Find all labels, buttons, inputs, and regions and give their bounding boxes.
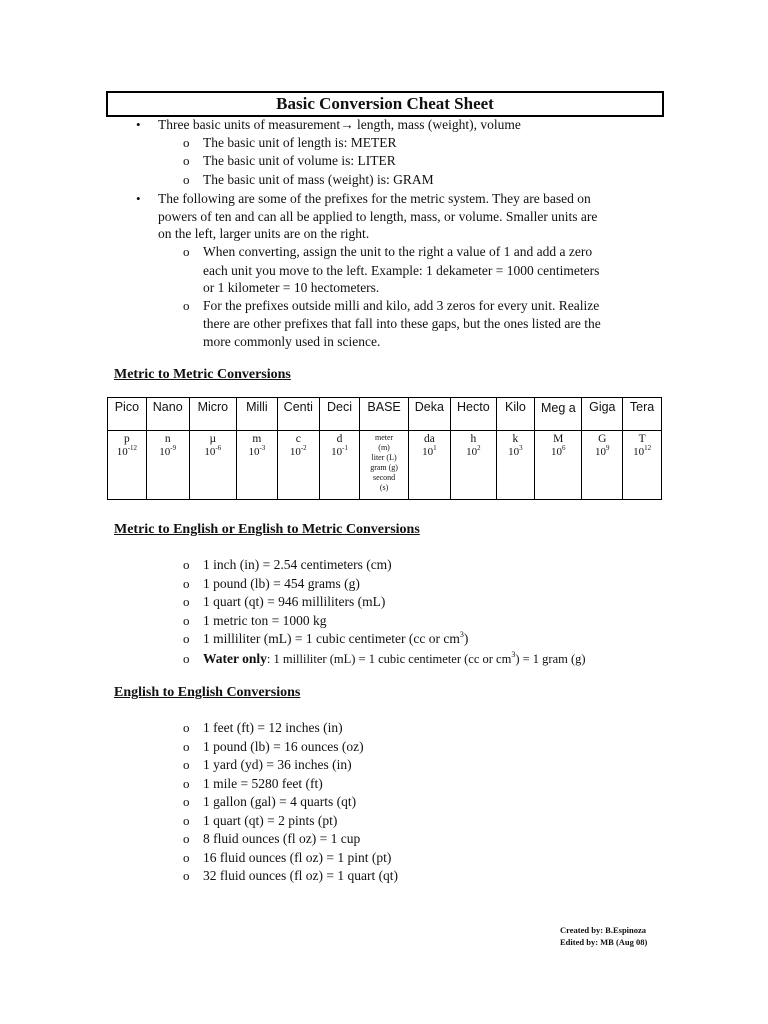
ml-cc-conversion: 1 milliliter (mL) = 1 cubic centimeter (cc or $cm^3$) [203, 630, 469, 646]
prefix-symbol: M [553, 433, 564, 445]
prefix-paragraph-line: on the left, larger units are on the right. [158, 226, 370, 241]
power-of-ten: $10^3$ [508, 444, 523, 458]
english-english-heading: English to English Conversions [114, 685, 301, 700]
converting-note-line: or 1 kilometer = 10 hectometers. [203, 280, 380, 295]
converting-note-line: When converting, assign the unit to the right a value of 1 and add a zero [203, 244, 593, 259]
sub-bullet: o [183, 631, 190, 646]
sub-bullet: o [183, 831, 190, 846]
prefix-value-cell [277, 431, 319, 500]
conversion-item: 1 metric ton = 1000 kg [203, 612, 327, 628]
prefix-value-cell [360, 431, 409, 500]
power-of-ten: $10^{-9}$ [159, 444, 177, 458]
prefix-header-cell: Giga [582, 398, 623, 431]
power-of-ten: $10^{-3}$ [248, 444, 266, 458]
prefix-header-cell: Nano [146, 398, 189, 431]
metric-to-metric-heading: Metric to Metric Conversions [114, 367, 291, 382]
prefix-value-cell [408, 431, 450, 500]
page-title: Basic Conversion Cheat Sheet [106, 91, 664, 117]
base-unit-label: meter [374, 433, 394, 442]
prefix-symbol: n [164, 433, 171, 445]
conversion-item: 1 quart (qt) = 2 pints (pt) [203, 812, 338, 828]
prefix-symbol: da [423, 433, 435, 445]
sub-bullet: o [183, 651, 190, 666]
conversion-item: 16 fluid ounces (fl oz) = 1 pint (pt) [203, 849, 392, 865]
conversion-item: 1 quart (qt) = 946 milliliters (mL) [203, 594, 386, 609]
conversion-item: 1 inch (in) = 2.54 centimeters (cm) [203, 557, 392, 572]
prefix-value-cell [108, 431, 147, 500]
sub-bullet: o [183, 720, 190, 735]
conversion-item: 1 yard (yd) = 36 inches (in) [203, 757, 352, 772]
unit-mass: The basic unit of mass (weight) is: GRAM [203, 172, 434, 187]
prefix-value-row [108, 431, 662, 500]
prefix-symbol: p [123, 433, 130, 445]
prefix-header-cell: Micro [189, 398, 236, 431]
intro-bullet-1: Three basic units of measurement→ length, mass (weight), volume [158, 117, 521, 132]
prefix-value-cell [535, 431, 582, 500]
prefix-header-cell: Pico [108, 398, 147, 431]
bullet-dot: • [136, 191, 141, 206]
sub-bullet: o [183, 794, 190, 809]
prefix-value-cell [189, 431, 236, 500]
conversion-item: 1 mile = 5280 feet (ft) [203, 775, 323, 791]
sub-bullet: o [183, 244, 190, 259]
edited-by: Edited by: MB (Aug 08) [560, 937, 648, 947]
power-of-ten: $10^{-2}$ [289, 444, 307, 458]
sub-bullet: o [183, 612, 190, 628]
base-unit-label: (m) [378, 443, 390, 452]
power-of-ten: $10^6$ [550, 444, 566, 458]
prefix-value-cell [496, 431, 534, 500]
sub-bullet: o [183, 849, 190, 865]
sub-bullet: o [183, 775, 190, 791]
prefix-symbol: k [512, 433, 519, 445]
conversion-item: 1 pound (lb) = 16 ounces (oz) [203, 738, 364, 754]
sub-bullet: o [183, 172, 190, 187]
power-of-ten: $10^{12}$ [633, 444, 652, 458]
unit-length: The basic unit of length is: METER [203, 135, 397, 150]
sub-bullet: o [183, 812, 190, 828]
prefix-header-cell: Hecto [450, 398, 496, 431]
prefix-header-cell: Deci [319, 398, 360, 431]
prefix-header-cell: Kilo [496, 398, 534, 431]
conversion-item: 1 feet (ft) = 12 inches (in) [203, 720, 343, 735]
conversion-item: 8 fluid ounces (fl oz) = 1 cup [203, 831, 361, 846]
sub-bullet: o [183, 135, 190, 150]
prefix-value-cell [146, 431, 189, 500]
prefix-value-cell [623, 431, 662, 500]
prefix-gap-note-line: there are other prefixes that fall into these gaps, but the ones listed are the [203, 316, 601, 331]
sub-bullet: o [183, 153, 190, 168]
created-by: Created by: B.Espinoza [560, 925, 647, 935]
prefix-header-cell: Deka [408, 398, 450, 431]
metric-prefix-table [107, 397, 662, 500]
prefix-symbol: µ [209, 433, 217, 445]
prefix-value-cell [319, 431, 360, 500]
conversion-item: 1 pound (lb) = 454 grams (g) [203, 575, 360, 591]
sub-bullet: o [183, 298, 190, 313]
converting-note-line: each unit you move to the left. Example: 1 dekameter = 1000 centimeters [203, 263, 600, 278]
unit-volume: The basic unit of volume is: LITER [203, 153, 396, 168]
prefix-symbol: c [295, 433, 301, 445]
prefix-gap-note-line: more commonly used in science. [203, 334, 381, 349]
sub-bullet: o [183, 868, 190, 883]
prefix-symbol: h [470, 433, 477, 445]
prefix-value-cell [582, 431, 623, 500]
power-of-ten: $10^9$ [595, 444, 610, 458]
prefix-header-cell: Milli [236, 398, 277, 431]
base-unit-label: gram (g) [370, 463, 398, 472]
prefix-value-cell [236, 431, 277, 500]
prefix-value-cell [450, 431, 496, 500]
base-unit-label: liter (L) [371, 453, 397, 462]
prefix-symbol: m [252, 433, 262, 445]
power-of-ten: $10^1$ [422, 444, 437, 458]
base-unit-label: second [372, 473, 396, 482]
prefix-paragraph-line: The following are some of the prefixes for the metric system. They are based on [158, 191, 591, 206]
metric-english-heading: Metric to English or English to Metric Conversions [114, 522, 420, 537]
prefix-header-cell: Centi [277, 398, 319, 431]
sub-bullet: o [183, 594, 190, 609]
conversion-item: 32 fluid ounces (fl oz) = 1 quart (qt) [203, 868, 399, 883]
conversion-item: 1 gallon (gal) = 4 quarts (qt) [203, 794, 357, 809]
sub-bullet: o [183, 757, 190, 772]
prefix-header-cell: Tera [623, 398, 662, 431]
prefix-header-cell: Meg a [535, 398, 582, 431]
prefix-gap-note-line: For the prefixes outside milli and kilo, add 3 zeros for every unit. Realize [203, 298, 600, 313]
water-only-conversion: Water only: 1 milliliter (mL) = 1 cubic centimeter (cc or $cm^3) = 1$ gram (g) [203, 650, 586, 666]
power-of-ten: $10^{-12}$ [116, 444, 138, 458]
power-of-ten: $10^{-6}$ [204, 444, 222, 458]
sub-bullet: o [183, 738, 190, 754]
base-unit-label: (s) [379, 483, 389, 492]
prefix-symbol: T [638, 433, 646, 445]
prefix-header-cell: BASE [360, 398, 409, 431]
prefix-paragraph-line: powers of ten and can all be applied to length, mass, or volume. Smaller units are [158, 209, 598, 224]
prefix-symbol: G [598, 433, 607, 445]
power-of-ten: $10^{-1}$ [331, 444, 348, 458]
sub-bullet: o [183, 575, 190, 591]
bullet-dot: • [136, 117, 141, 132]
power-of-ten: $10^2$ [466, 444, 481, 458]
prefix-symbol: d [336, 433, 343, 445]
prefix-header-row [108, 398, 662, 431]
sub-bullet: o [183, 557, 190, 572]
